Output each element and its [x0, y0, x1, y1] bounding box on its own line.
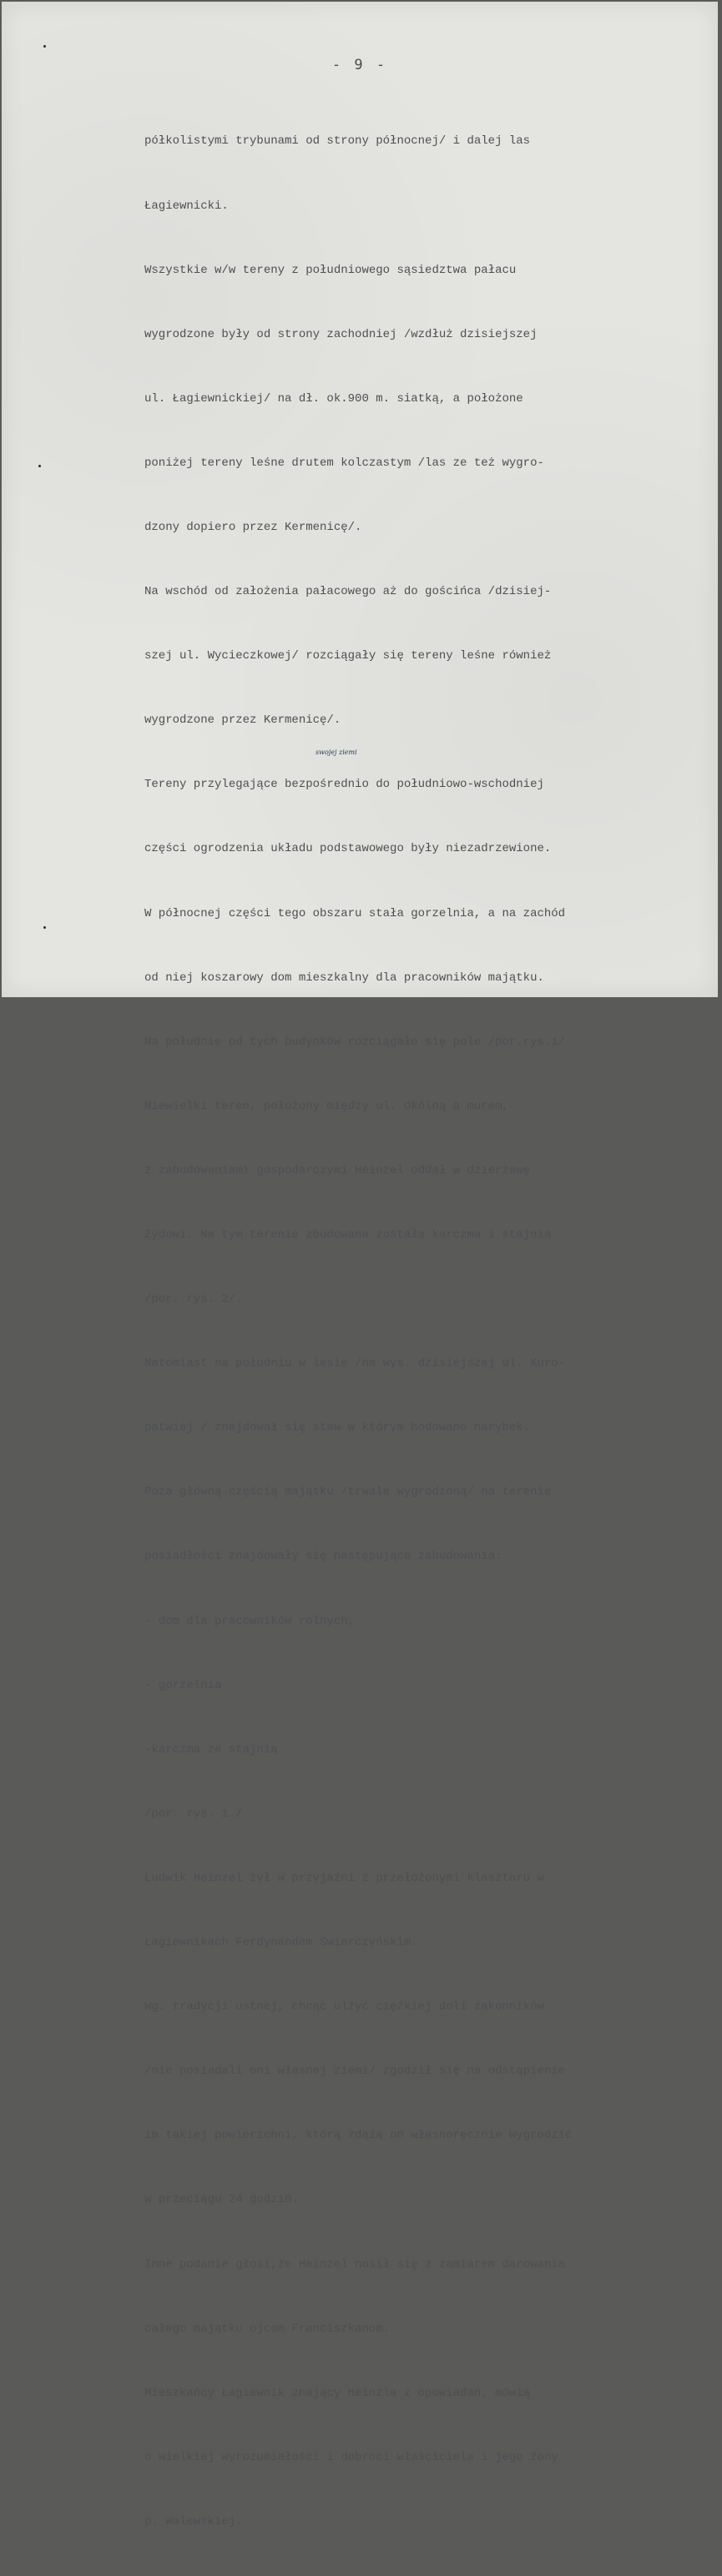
text-line: Łagiewnicki. — [144, 199, 229, 213]
text-line: w przeciągu 24 godzin. — [144, 2193, 299, 2207]
text-line: Na południe od tych budynków rozciągało się pole /por.rys.1/ — [144, 1035, 566, 1049]
text-line: Mieszkańcy Łagiewnik znający Heinzla z opowiadań, mówią — [144, 2386, 531, 2400]
text-line: -karczma ze stajnią — [144, 1742, 278, 1757]
text-line: Poza główną częścią majątku /trwale wygrodzoną/ na terenie — [144, 1485, 552, 1500]
text-line: ul. Łagiewnickiej/ na dł. ok.900 m. siatką, a położone — [144, 391, 523, 406]
text-line: Na wschód od założenia pałacowego aż do gościńca /dzisiej- — [144, 585, 552, 599]
text-line: Ludwik Heinzel żył w przyjaźni z przełożonymi klasztoru w — [144, 1871, 544, 1885]
text-line: Natomiast na południu w lesie /na wys. dzisiejszej ul. Kuro- — [144, 1357, 566, 1371]
text-line: Wszystkie w/w tereny z południowego sąsiedztwa pałacu — [144, 263, 517, 277]
punch-hole-mark-bottom — [43, 926, 46, 929]
text-line: Tereny przylegające bezpośrednio do południowo-wschodniej — [144, 778, 544, 792]
text-line: od niej koszarowy dom mieszkalny dla pracowników majątku. — [144, 970, 544, 985]
body-text — [144, 88, 695, 2576]
text-line: dzony dopiero przez Kermenicę/. — [144, 520, 362, 534]
page-number: - 9 - — [331, 57, 388, 73]
text-line: - gorzelnia — [144, 1678, 222, 1692]
text-line: /por. rys. 1./ — [144, 1807, 243, 1821]
text-line: półkolistymi trybunami od strony północnej/ i dalej las — [144, 134, 531, 149]
handwritten-note: swojej ziemi — [316, 749, 357, 756]
text-line: Łagiewnikach Ferdynandem Świerczyńskim. — [144, 1936, 418, 1950]
text-line: z zabudowaniami gospodarczymi Heinzel oddał w dzierżawę — [144, 1163, 531, 1177]
text-line: Inne podanie głosi,że Heinzel nosił się z zamiarem darowania — [144, 2257, 566, 2271]
text-line: patwiej / znajdował się staw w którym hodowano narybek. — [144, 1421, 531, 1435]
text-line: W północnej części tego obszaru stała gorzelnia, a na zachód — [144, 906, 566, 920]
text-line: wygrodzone przez Kermenicę/. — [144, 713, 341, 728]
document-page — [2, 2, 718, 2528]
text-line: poniżej tereny leśne drutem kolczastym /las ze też wygro- — [144, 456, 544, 470]
text-line: - dom dla pracowników rolnych, — [144, 1614, 356, 1628]
text-line: całego majątku ojcom Franciszkanom. — [144, 2321, 391, 2336]
text-line: p. Walewskiej. — [144, 2514, 243, 2528]
text-line: wygrodzone były od strony zachodniej /wzdłuż dzisiejszej — [144, 327, 538, 341]
text-line: /nie posiadali oni własnej ziemi/ zgodził się na odstąpienie — [144, 2064, 566, 2079]
text-line: /por. rys. 2/. — [144, 1293, 243, 1307]
punch-hole-mark-top — [43, 45, 46, 48]
text-line: Wg. tradycji ustnej, chcąc ulżyć ciężkiej doli zakonników — [144, 2000, 544, 2014]
text-line: części ogrodzenia układu podstawowego były niezadrzewione. — [144, 842, 552, 856]
text-line: Żydowi. Na tym terenie zbudowana została karczma i stajnia — [144, 1228, 552, 1242]
text-line: o wielkiej wyrozumiałości i dobroci właściciela i jego żony — [144, 2450, 558, 2464]
text-line: im takiej powierzchni, którą zdążą on własnoręcznie wygrodzić — [144, 2129, 573, 2143]
text-line: Niewielki teren, położony między ul. Okólną a murem, — [144, 1099, 509, 1113]
text-line: szej ul. Wycieczkowej/ rozciągały się tereny leśne również — [144, 649, 552, 663]
punch-hole-mark-middle — [38, 465, 41, 467]
text-line: posiadłości znajdowały się następujące zabudowania: — [144, 1550, 502, 1564]
